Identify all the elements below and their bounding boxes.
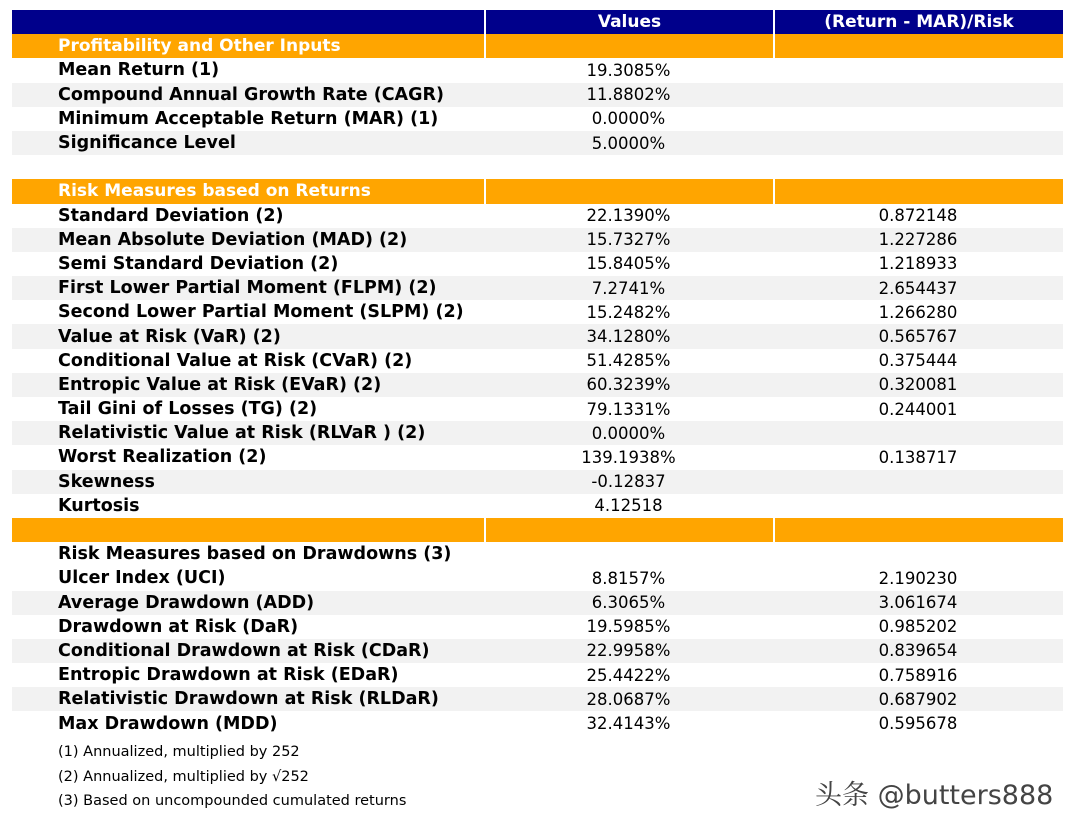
metric-label: Max Drawdown (MDD) [58, 713, 278, 734]
metric-label: Significance Level [58, 133, 236, 154]
table-row [12, 445, 1063, 469]
metric-value: 15.8405% [586, 254, 671, 274]
metric-label: Minimum Acceptable Return (MAR) (1) [58, 108, 439, 129]
metric-ratio: 1.218933 [878, 254, 958, 274]
metric-ratio: 0.565767 [878, 327, 958, 347]
table-row [12, 58, 1063, 82]
table-row [12, 397, 1063, 421]
section-header-profitability [12, 34, 1063, 58]
metric-label: Compound Annual Growth Rate (CAGR) [58, 84, 444, 105]
metric-label: Second Lower Partial Moment (SLPM) (2) [58, 302, 464, 323]
metric-label: Semi Standard Deviation (2) [58, 253, 339, 274]
metric-label: Average Drawdown (ADD) [58, 592, 315, 613]
table-row [12, 252, 1063, 276]
table-row [12, 373, 1063, 397]
metric-value: 28.0687% [586, 689, 671, 709]
metric-label: Mean Absolute Deviation (MAD) (2) [58, 229, 408, 250]
section-header-returns [12, 179, 1063, 203]
header-col-ratio: (Return - MAR)/Risk [773, 10, 1063, 34]
metric-value: 25.4422% [586, 665, 671, 685]
metric-value: 51.4285% [586, 351, 671, 371]
table-row [12, 663, 1063, 687]
metric-ratio: 2.190230 [878, 568, 958, 588]
table-row [12, 470, 1063, 494]
metric-value: 6.3065% [591, 593, 666, 613]
metric-label: Relativistic Value at Risk (RLVaR ) (2) [58, 423, 426, 444]
section-subtitle: Risk Measures based on Drawdowns (3) [58, 544, 452, 565]
table-row [12, 639, 1063, 663]
metric-label: Drawdown at Risk (DaR) [58, 616, 299, 637]
metric-ratio: 3.061674 [878, 593, 958, 613]
watermark: 头条 @butters888 [815, 780, 1054, 811]
metric-label: Worst Realization (2) [58, 447, 267, 468]
metric-value: 7.2741% [591, 278, 666, 298]
table-row [12, 276, 1063, 300]
metric-ratio: 0.872148 [878, 206, 958, 226]
metric-label: Skewness [58, 471, 155, 492]
table-row [12, 300, 1063, 324]
risk-report-table [12, 10, 1063, 736]
table-row [12, 131, 1063, 155]
table-row [12, 107, 1063, 131]
metric-ratio: 2.654437 [878, 278, 958, 298]
section-profitability-rows [12, 58, 1063, 155]
metric-ratio: 0.839654 [878, 641, 958, 661]
table-row [12, 615, 1063, 639]
footnote: (1) Annualized, multiplied by 252 [58, 744, 300, 760]
metric-value: 0.0000% [591, 109, 666, 129]
metric-ratio: 0.320081 [878, 375, 958, 395]
metric-value: 79.1331% [586, 399, 671, 419]
metric-label: Entropic Drawdown at Risk (EDaR) [58, 665, 399, 686]
metric-label: Value at Risk (VaR) (2) [58, 326, 281, 347]
metric-value: 34.1280% [586, 327, 671, 347]
metric-value: 22.9958% [586, 641, 671, 661]
metric-label: Conditional Value at Risk (CVaR) (2) [58, 350, 413, 371]
footnote: (3) Based on uncompounded cumulated returns [58, 793, 407, 809]
metric-value: 32.4143% [586, 714, 671, 734]
metric-label: Ulcer Index (UCI) [58, 568, 226, 589]
metric-label: Relativistic Drawdown at Risk (RLDaR) [58, 689, 439, 710]
metric-label: First Lower Partial Moment (FLPM) (2) [58, 278, 437, 299]
metric-value: 19.3085% [586, 60, 671, 80]
section-returns-rows [12, 204, 1063, 518]
metric-value: 0.0000% [591, 423, 666, 443]
footnotes [58, 740, 406, 814]
table-row [12, 494, 1063, 518]
metric-value: 15.7327% [586, 230, 671, 250]
section-title: Profitability and Other Inputs [12, 34, 484, 58]
metric-value: 60.3239% [586, 375, 671, 395]
table-row [12, 349, 1063, 373]
section-subtitle-drawdowns [12, 542, 1063, 566]
section-title: Risk Measures based on Returns [12, 179, 484, 203]
metric-value: -0.12837 [591, 472, 666, 492]
table-row [12, 83, 1063, 107]
metric-label: Kurtosis [58, 495, 140, 516]
metric-label: Entropic Value at Risk (EVaR) (2) [58, 374, 382, 395]
table-row [12, 324, 1063, 348]
table-row [12, 228, 1063, 252]
table-header [12, 10, 1063, 34]
metric-value: 139.1938% [581, 447, 676, 467]
metric-ratio: 0.375444 [878, 351, 958, 371]
metric-value: 8.8157% [591, 568, 666, 588]
metric-value: 19.5985% [586, 617, 671, 637]
metric-value: 22.1390% [586, 206, 671, 226]
header-col-label [12, 10, 484, 34]
section-header-drawdowns [12, 518, 1063, 542]
table-row [12, 687, 1063, 711]
table-row [12, 421, 1063, 445]
metric-value: 4.12518 [594, 496, 663, 516]
metric-label: Mean Return (1) [58, 60, 220, 81]
metric-value: 11.8802% [586, 85, 671, 105]
footnote: (2) Annualized, multiplied by √252 [58, 768, 309, 785]
section-drawdowns-rows [12, 566, 1063, 735]
table-row [12, 711, 1063, 735]
metric-ratio: 0.687902 [878, 689, 958, 709]
metric-label: Tail Gini of Losses (TG) (2) [58, 399, 318, 420]
table-row [12, 591, 1063, 615]
metric-ratio: 0.244001 [878, 399, 958, 419]
metric-ratio: 0.595678 [878, 714, 958, 734]
table-row [12, 204, 1063, 228]
metric-label: Conditional Drawdown at Risk (CDaR) [58, 640, 430, 661]
metric-ratio: 1.227286 [878, 230, 958, 250]
header-col-values: Values [484, 10, 773, 34]
metric-ratio: 0.758916 [878, 665, 958, 685]
metric-label: Standard Deviation (2) [58, 205, 284, 226]
section-spacer [12, 155, 1063, 179]
metric-value: 15.2482% [586, 302, 671, 322]
metric-value: 5.0000% [591, 133, 666, 153]
section-title [12, 518, 484, 542]
metric-ratio: 1.266280 [878, 302, 958, 322]
table-row [12, 566, 1063, 590]
metric-ratio: 0.985202 [878, 617, 958, 637]
metric-ratio: 0.138717 [878, 447, 958, 467]
